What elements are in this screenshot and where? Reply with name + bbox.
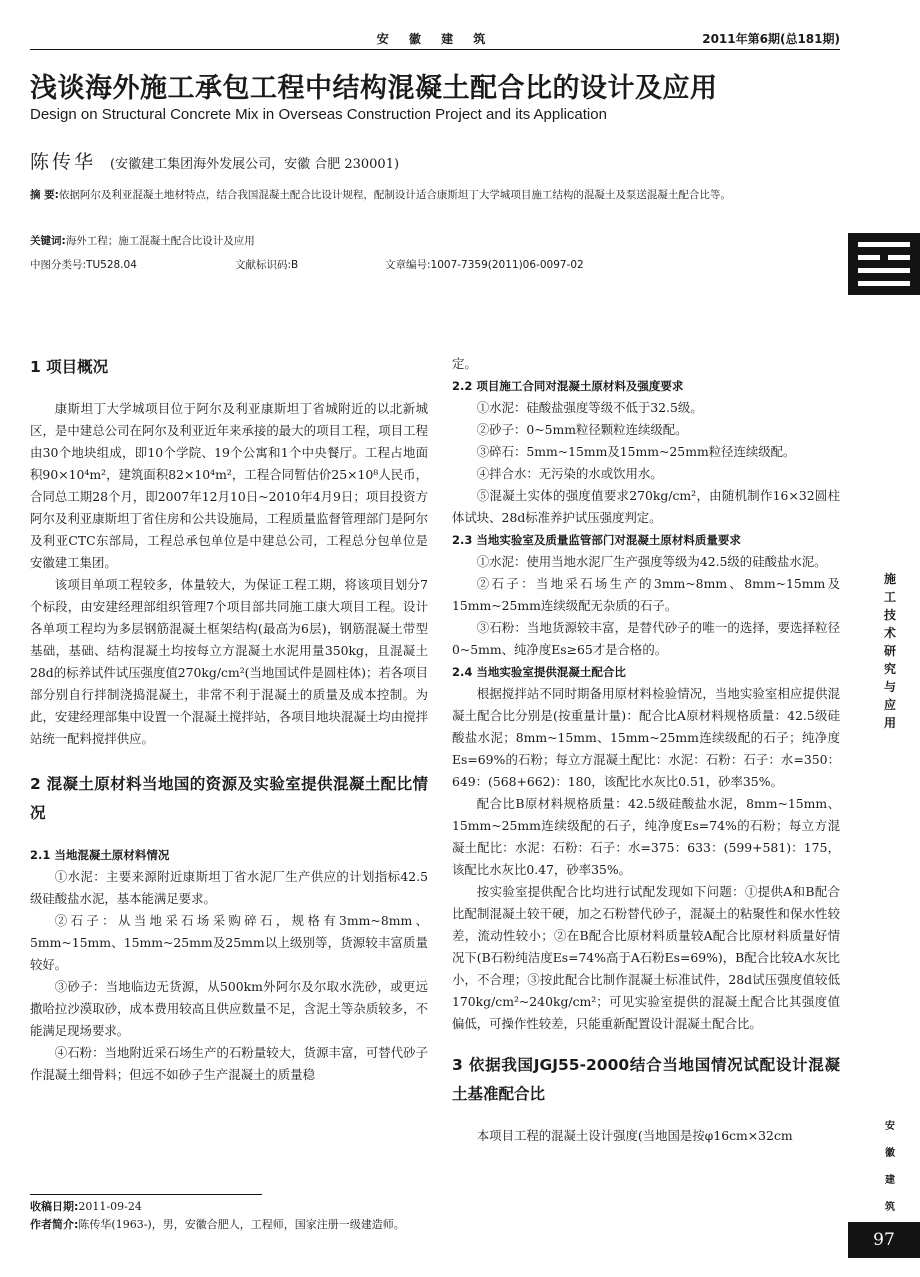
section-2-3-item-1: ①水泥：使用当地水泥厂生产强度等级为42.5级的硅酸盐水泥。	[476, 554, 827, 569]
keywords-text: 海外工程；施工混凝土配合比设计及应用	[65, 235, 255, 247]
section-2-4-paragraph-3: 按实验室提供配合比均进行试配发现如下问题：①提供A和B配合比配制混凝土较干硬，加之石粉替代砂子，混凝土的粘聚性和保水性较差，流动性较小；②在B配合比原材料质量较A配合比原材料质量好情况下(B石粉纯洁度Es=74%高于A石粉Es=69%)，B配合比较A水灰比小，不合理；③按此配合比制作混凝土标准试件，28d试压强度值较低170kg/cm²~240kg/cm²；可见实验室提供的混凝土配合比其强度值偏低，可操作性较差，只能重新配置设计混凝土配合比。	[452, 884, 840, 1031]
author-affiliation: (安徽建工集团海外发展公司，安徽 合肥 230001)	[110, 157, 400, 172]
section-3-paragraph-1: 本项目工程的混凝土设计强度(当地国是按φ16cm×32cm	[476, 1128, 793, 1143]
author-line	[30, 147, 830, 174]
section-1-paragraph-2: 该项目单项工程较多，体量较大，为保证工程工期，将该项目划分7个标段，由安建经理部组织管理7个项目部共同施工康大项目工程。设计各单项工程均为多层钢筋混凝土框架结构(最高为6层)，钢筋混凝土带型基础，基础、结构混凝土均按每立方混凝土水泥用量350kg，且混凝土28d的标养试件试压强度值270kg/cm²(当地国试件是圆柱体)；若各项目部分别自行拌制浇捣混凝土，非常不利于混凝土的质量及成本控制。为此，安建经理部集中设置一个混凝土搅拌站，各项目地块混凝土均由搅拌站统一配料搅拌供应。	[30, 577, 428, 746]
abstract	[30, 184, 840, 206]
sidebar-section-label: 施工技术研究与应用	[883, 572, 896, 730]
section-2-2-item-1: ①水泥：硅酸盐强度等级不低于32.5级。	[476, 400, 703, 415]
journal-name: 安 徽 建 筑	[376, 32, 494, 46]
section-2-3-heading: 2.3 当地实验室及质量监管部门对混凝土原材料质量要求	[452, 533, 741, 547]
section-2-3-item-3: ③石粉：当地货源较丰富，是替代砂子的唯一的选择，要选择粒径0~5mm、纯净度Es≥65才是合格的。	[452, 620, 840, 657]
section-2-2-heading: 2.2 项目施工合同对混凝土原材料及强度要求	[452, 379, 684, 393]
section-2-2-item-5: ⑤混凝土实体的强度值要求270kg/cm²，由随机制作16×32圆柱体试块、28d标准养护试压强度判定。	[452, 488, 840, 525]
article-number: 文章编号:1007-7359(2011)06-0097-02	[385, 259, 584, 271]
abstract-label: 摘 要:	[30, 189, 59, 201]
section-2-1-item-2: ②石子：从当地采石场采购碎石，规格有3mm~8mm、5mm~15mm、15mm~25mm及25mm以上级别等，货源较丰富质量较好。	[30, 913, 428, 972]
section-2-1-item-3: ③砂子：当地临边无货源，从500km外阿尔及尔取水洗砂，或更远撒哈拉沙漠取砂，成本费用较高且供应数量不足，含泥土等杂质较多，不能满足现场要求。	[30, 979, 428, 1038]
section-1-heading: 1 项目概况	[30, 358, 109, 376]
section-2-2-item-2: ②砂子：0~5mm粒径颗粒连续级配。	[476, 422, 688, 437]
section-2-2-item-4: ④拌合水：无污染的水或饮用水。	[476, 466, 663, 481]
issue-info: 2011年第6期(总181期)	[702, 32, 840, 46]
title-chinese: 浅谈海外施工承包工程中结构混凝土配合比的设计及应用	[30, 73, 718, 104]
section-2-4-heading: 2.4 当地实验室提供混凝土配合比	[452, 665, 626, 679]
section-tab-mark	[848, 233, 920, 295]
running-header	[30, 10, 840, 50]
keywords	[30, 230, 840, 253]
clc-number: 中图分类号:TU528.04	[30, 259, 137, 271]
left-column	[30, 353, 428, 1086]
section-2-4-paragraph-2: 配合比B原材料规格质量：42.5级硅酸盐水泥，8mm~15mm、15mm~25mm连续级配的石子，纯净度Es=74%的石粉；每立方混凝土配比：水泥：石粉：石子：水=375：633：(599+581)：175，该配比水灰比0.47，砂率35%。	[452, 796, 840, 877]
section-2-3-item-2: ②石子：当地采石场生产的3mm~8mm、8mm~15mm及15mm~25mm连续级配无杂质的石子。	[452, 576, 840, 613]
section-2-4-paragraph-1: 根据搅拌站不同时期备用原材料检验情况，当地实验室相应提供混凝土配合比分别是(按重量计量)：配合比A原材料规格质量：42.5级硅酸盐水泥；8mm~15mm、15mm~25mm连续级配的石子；纯净度Es=69%的石粉；每立方混凝土配比：水泥：石粉：石子：水=350：649：(568+662)：180，该配比水灰比0.51，砂率35%。	[452, 686, 840, 789]
received-date: 收稿日期:2011-09-24	[30, 1200, 142, 1213]
right-column	[452, 353, 840, 1147]
abstract-text: 依据阿尔及利亚混凝土地材特点，结合我国混凝土配合比设计规程，配制设计适合康斯坦丁大学城项目施工结构的混凝土及泵送混凝土配合比等。	[58, 189, 731, 201]
section-2-1-item-1: ①水泥：主要来源附近康斯坦丁省水泥厂生产供应的计划指标42.5级硅酸盐水泥，基本能满足要求。	[30, 869, 428, 906]
section-3-heading: 3 依据我国JGJ55-2000结合当地国情况试配设计混凝土基准配合比	[452, 1056, 840, 1103]
footnote-divider	[30, 1194, 262, 1195]
title-english: Design on Structural Concrete Mix in Overseas Construction Project and its Application	[30, 106, 607, 123]
section-2-2-item-3: ③碎石：5mm~15mm及15mm~25mm粒径连续级配。	[476, 444, 796, 459]
section-2-1-item-4: ④石粉：当地附近采石场生产的石粉量较大，货源丰富，可替代砂子作混凝土细骨料；但远不如砂子生产混凝土的质量稳	[30, 1045, 428, 1082]
section-2-1-heading: 2.1 当地混凝土原材料情况	[30, 848, 170, 862]
section-2-heading: 2 混凝土原材料当地国的资源及实验室提供混凝土配比情况	[30, 775, 428, 822]
author-name: 陈传华	[30, 151, 97, 173]
author-bio: 作者简介:陈传华(1963-)，男，安徽合肥人，工程师，国家注册一级建造师。	[30, 1218, 405, 1231]
keywords-label: 关键词:	[30, 235, 66, 247]
footnote	[30, 1198, 428, 1234]
page-number: 97	[848, 1222, 920, 1258]
section-1-paragraph-1: 康斯坦丁大学城项目位于阿尔及利亚康斯坦丁省城附近的以北新城区，是中建总公司在阿尔及利亚近年来承接的最大的项目工程，项目工程由30个地块组成，即10个学院、19个公寓和1个中央餐厅。工程占地面积90×10⁴m²，建筑面积82×10⁴m²，工程合同暂估价25×10⁸人民币，合同总工期28个月，即2007年12月10日~2010年4月9日；项目投资方阿尔及利亚康斯坦丁省住房和公共设施局，工程质量监督管理部门是阿尔及利亚CTC东部局，工程总承包单位是中建总公司，工程总分包单位是安徽建工集团。	[30, 401, 428, 570]
document-code: 文献标识码:B	[235, 259, 299, 271]
sidebar-journal-name: 安徽建筑	[885, 1121, 895, 1213]
continuation-text: 定。	[452, 356, 477, 371]
